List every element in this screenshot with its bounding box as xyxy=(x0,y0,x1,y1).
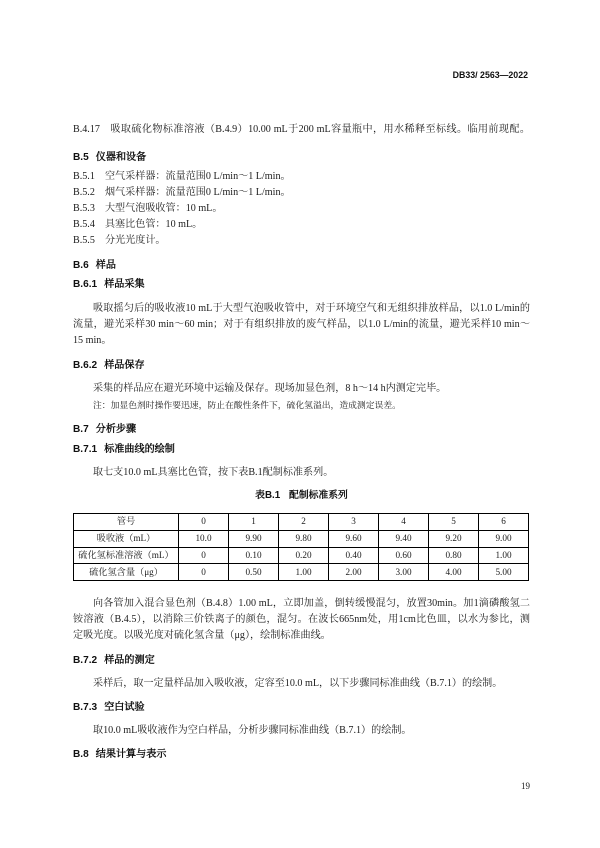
note xyxy=(73,397,530,413)
subsection-heading-b7-2 xyxy=(73,653,530,669)
clause-text: 分光光度计。 xyxy=(104,235,166,246)
clause-text: 空气采样器：流量范围0 L/min～1 L/min。 xyxy=(104,171,291,182)
table-cell: 2.00 xyxy=(329,564,379,581)
section-number: B.6.1 xyxy=(73,279,98,290)
section-title: 样品 xyxy=(95,260,116,271)
subsection-heading-b6-1 xyxy=(73,277,530,293)
table-cell: 0.10 xyxy=(229,547,279,564)
section-number: B.6 xyxy=(73,260,89,271)
table-row xyxy=(74,530,529,547)
table-cell: 5.00 xyxy=(479,564,529,581)
note-label: 注： xyxy=(93,400,111,410)
clause-text: 烟气采样器：流量范围0 L/min～1 L/min。 xyxy=(104,187,291,198)
table-label: 表B.1 xyxy=(255,490,281,501)
table-header-cell: 3 xyxy=(329,514,379,531)
section-heading-b8 xyxy=(73,747,530,763)
clause-b5-5 xyxy=(73,233,530,249)
table-cell: 9.40 xyxy=(379,530,429,547)
section-heading-b6 xyxy=(73,258,530,274)
paragraph: 采样后，取一定量样品加入吸收液，定容至10.0 mL，以下步骤同标准曲线（B.7.1）的绘制。 xyxy=(93,678,503,689)
section-title: 分析步骤 xyxy=(95,424,137,435)
paragraph: 取七支10.0 mL具塞比色管，按下表B.1配制标准系列。 xyxy=(93,467,334,478)
table-header-row xyxy=(74,514,529,531)
paragraph-line: 流量，避光采样30 min～60 min；对于有组织排放的废气样品，以1.0 L/min的流量，避光采样10 min～ xyxy=(73,319,530,330)
table-cell: 9.60 xyxy=(329,530,379,547)
subsection-heading-b6-2 xyxy=(73,358,530,374)
table-cell: 0 xyxy=(179,564,229,581)
section-number: B.6.2 xyxy=(73,360,98,371)
table-row xyxy=(74,564,529,581)
table-cell: 0.20 xyxy=(279,547,329,564)
section-title: 仪器和设备 xyxy=(95,152,147,163)
table-cell: 9.00 xyxy=(479,530,529,547)
table-cell: 1.00 xyxy=(479,547,529,564)
section-number: B.7.2 xyxy=(73,655,98,666)
section-title: 空白试验 xyxy=(104,702,145,713)
clause-text: 吸取硫化物标准溶液（B.4.9）10.00 mL于200 mL容量瓶中，用水稀释至标线。临用前现配。 xyxy=(110,124,530,135)
clause-text: 大型气泡吸收管：10 mL。 xyxy=(104,203,223,214)
paragraph-line: 向各管加入混合显色剂（B.4.8）1.00 mL，立即加盖，倒转缓慢混匀，放置30min。加1滴磷酸氢二 xyxy=(93,598,530,609)
table-cell: 3.00 xyxy=(379,564,429,581)
table-header-cell: 6 xyxy=(479,514,529,531)
section-title: 样品保存 xyxy=(104,360,145,371)
paragraph-line: 铵溶液（B.4.5），以消除三价铁离子的颜色，混匀。在波长665nm处，用1cm比色皿，以水为参比，测 xyxy=(73,614,530,625)
table-row xyxy=(74,547,529,564)
clause-b5-4 xyxy=(73,217,530,233)
table-title: 配制标准系列 xyxy=(289,490,348,501)
table-cell: 9.90 xyxy=(229,530,279,547)
section-number: B.7 xyxy=(73,424,89,435)
table-header-cell: 1 xyxy=(229,514,279,531)
subsection-heading-b7-1 xyxy=(73,442,530,458)
table-cell: 0 xyxy=(179,547,229,564)
table-header-cell: 5 xyxy=(429,514,479,531)
table-row-label: 硫化氢标准溶液（mL） xyxy=(74,547,179,564)
clause-number: B.5.4 xyxy=(73,219,95,230)
section-number: B.8 xyxy=(73,749,89,760)
clause-number: B.5.2 xyxy=(73,187,95,198)
table-header-cell: 2 xyxy=(279,514,329,531)
page-number: 19 xyxy=(521,781,530,791)
section-number: B.7.1 xyxy=(73,444,98,455)
table-cell: 0.80 xyxy=(429,547,479,564)
section-title: 样品采集 xyxy=(104,279,145,290)
table-cell: 9.20 xyxy=(429,530,479,547)
document-code: DB33/ 2563—2022 xyxy=(452,70,528,80)
table-row-label: 吸收液（mL） xyxy=(74,530,179,547)
section-title: 结果计算与表示 xyxy=(95,749,167,760)
clause-text: 具塞比色管：10 mL。 xyxy=(104,219,203,230)
subsection-heading-b7-3 xyxy=(73,700,530,716)
table-cell: 1.00 xyxy=(279,564,329,581)
section-title: 标准曲线的绘制 xyxy=(104,444,175,455)
table-cell: 0.50 xyxy=(229,564,279,581)
paragraph-line: 吸取摇匀后的吸收液10 mL于大型气泡吸收管中，对于环境空气和无组织排放样品，以1.0 L/min的 xyxy=(93,303,530,314)
clause-b5-1 xyxy=(73,169,530,185)
clause-b5-2 xyxy=(73,185,530,201)
table-cell: 10.0 xyxy=(179,530,229,547)
clause-number: B.5.3 xyxy=(73,203,95,214)
standard-series-table xyxy=(73,513,529,581)
table-cell: 4.00 xyxy=(429,564,479,581)
table-row-label: 硫化氢含量（μg） xyxy=(74,564,179,581)
table-cell: 0.60 xyxy=(379,547,429,564)
clause-b4-17 xyxy=(73,122,530,138)
section-number: B.5 xyxy=(73,152,89,163)
table-header-cell: 管号 xyxy=(74,514,179,531)
note-text: 加显色剂时操作要迅速，防止在酸性条件下，硫化氢溢出，造成测定误差。 xyxy=(110,400,401,410)
clause-number: B.4.17 xyxy=(73,124,100,135)
paragraph: 采集的样品应在避光环境中运输及保存。现场加显色剂，8 h～14 h内测定完毕。 xyxy=(93,383,447,394)
table-cell: 0.40 xyxy=(329,547,379,564)
section-heading-b5 xyxy=(73,150,530,166)
clause-number: B.5.1 xyxy=(73,171,95,182)
section-heading-b7 xyxy=(73,422,530,438)
table-header-cell: 0 xyxy=(179,514,229,531)
section-number: B.7.3 xyxy=(73,702,98,713)
table-cell: 9.80 xyxy=(279,530,329,547)
paragraph-line: 15 min。 xyxy=(73,335,112,346)
clause-b5-3 xyxy=(73,201,530,217)
paragraph: 取10.0 mL吸收液作为空白样品，分析步骤同标准曲线（B.7.1）的绘制。 xyxy=(93,725,412,736)
paragraph-line: 定吸光度。以吸光度对硫化氢含量（μg），绘制标准曲线。 xyxy=(73,630,331,641)
table-header-cell: 4 xyxy=(379,514,429,531)
table-caption xyxy=(73,488,530,504)
clause-number: B.5.5 xyxy=(73,235,95,246)
section-title: 样品的测定 xyxy=(104,655,155,666)
